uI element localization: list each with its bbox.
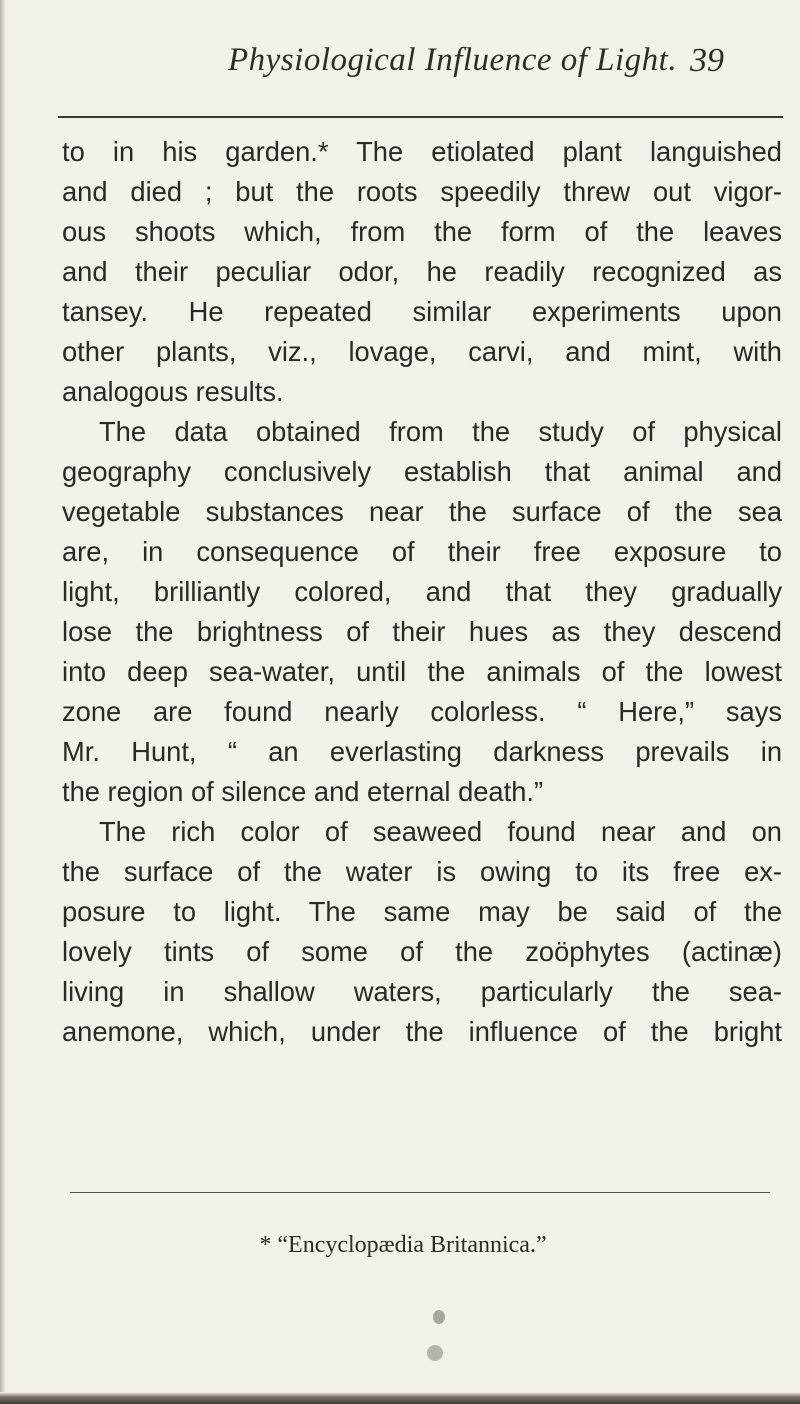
text-line: anemone, which, under the influence of the bright	[62, 1016, 782, 1047]
text-line: Mr. Hunt, “ an everlasting darkness prevails in	[62, 736, 782, 767]
body-text	[62, 132, 782, 1052]
text-line: The rich color of seaweed found near and on	[99, 816, 782, 847]
text-line: zone are found nearly colorless. “ Here,” says	[62, 696, 782, 727]
page-bottom-edge	[0, 1392, 800, 1404]
footnote-text: “Encyclopædia Britannica.”	[277, 1232, 547, 1258]
text-line: posure to light. The same may be said of the	[62, 896, 782, 927]
text-line: ous shoots which, from the form of the leaves	[62, 216, 782, 247]
text-line: the region of silence and eternal death.”	[62, 776, 544, 807]
text-line: and their peculiar odor, he readily recognized as	[62, 256, 782, 287]
page-edge	[0, 0, 6, 1404]
text-line: The data obtained from the study of physical	[99, 416, 782, 447]
text-line: vegetable substances near the surface of the sea	[62, 496, 782, 527]
text-line: the surface of the water is owing to its free ex-	[62, 856, 782, 887]
footnote-rule	[70, 1192, 770, 1193]
text-line: light, brilliantly colored, and that they gradually	[62, 576, 782, 607]
footnote	[0, 1232, 800, 1259]
text-line: living in shallow waters, particularly the sea-	[62, 976, 782, 1007]
text-line: tansey. He repeated similar experiments upon	[62, 296, 782, 327]
text-line: are, in consequence of their free exposure to	[62, 536, 782, 567]
page-header	[0, 42, 800, 92]
text-line: other plants, viz., lovage, carvi, and mint, with	[62, 336, 782, 367]
text-line: lovely tints of some of the zoöphytes (actinæ)	[62, 936, 782, 967]
ink-smudge	[433, 1310, 445, 1324]
text-line: geography conclusively establish that animal and	[62, 456, 782, 487]
running-title: Physiological Influence of Light.	[228, 42, 678, 78]
text-line: into deep sea-water, until the animals of the lowest	[62, 656, 782, 687]
header-rule	[58, 116, 783, 118]
text-line: analogous results.	[62, 376, 284, 407]
page-number: 39	[690, 42, 724, 79]
ink-smudge	[427, 1345, 443, 1361]
text-line: and died ; but the roots speedily threw out vigor-	[62, 176, 782, 207]
footnote-marker: *	[259, 1232, 272, 1258]
text-line: to in his garden.* The etiolated plant languished	[62, 136, 782, 167]
text-line: lose the brightness of their hues as they descend	[62, 616, 782, 647]
